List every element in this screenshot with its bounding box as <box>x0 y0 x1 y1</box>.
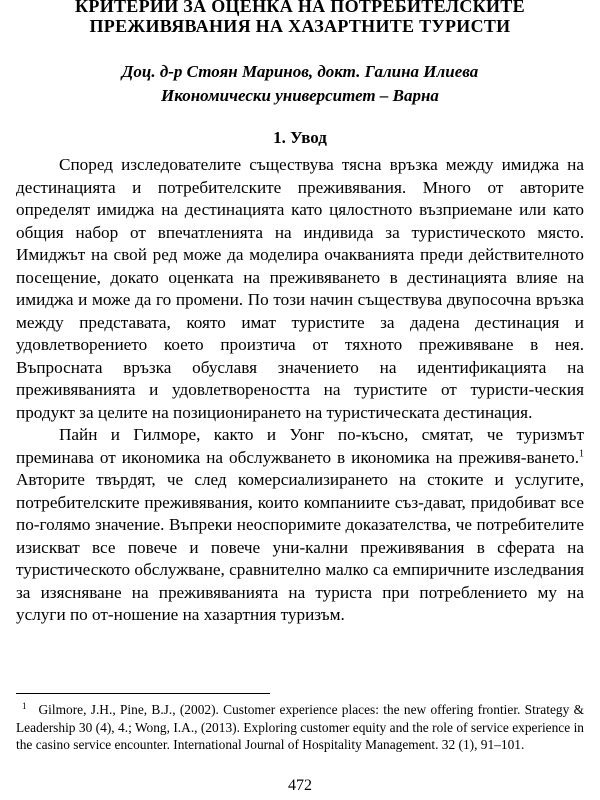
page-number: 472 <box>288 777 312 794</box>
footnote-divider <box>16 693 270 694</box>
paragraph-2 <box>16 424 584 627</box>
footnote-text: Gilmore, J.H., Pine, B.J., (2002). Customer experience places: the new offering frontier. Strategy & Leadership 30 (4), 4.; Wong, I.A., (2013). Exploring customer equity and the role of service experience in the casino service encounter. International Journal of Hospitality Management. 32 (1), 91–101. <box>16 702 584 752</box>
section-heading: 1. Увод <box>273 128 327 147</box>
authors-line: Доц. д-р Стоян Маринов, докт. Галина Илиева <box>121 62 479 81</box>
footnote-mark: 1 <box>22 700 27 711</box>
paragraph-2-part-1: Пайн и Гилморе, както и Уонг по-късно, смятат, че туризмът преминава от икономика на обслужването в икономика на преживя-ването. <box>16 425 584 467</box>
paper-title-line-2: ПРЕЖИВЯВАНИЯ НА ХАЗАРТНИТЕ ТУРИСТИ <box>89 16 511 36</box>
body-text <box>16 154 584 627</box>
paragraph-2-part-2: Авторите твърдят, че след комерсиализирането на стоките и услугите, потребителските преживявания, които компаниите съз-дават, придобиват все по-голямо значение. Въпреки неоспоримите доказателства, че потребителите изискват все повече и повече уни-кални преживявания в сферата на туристическото обслужване, сравнително малко са емпиричните изследвания за изясняване на преживяванията на туриста при потреблението му на услуги по от-ношение на хазартния туризъм. <box>16 470 584 624</box>
footnote-reference[interactable]: 1 <box>579 447 584 459</box>
paper-title-line-1: КРИТЕРИИ ЗА ОЦЕНКА НА ПОТРЕБИТЕЛСКИТЕ <box>75 0 525 16</box>
affiliation-line: Икономически университет – Варна <box>161 86 439 105</box>
paragraph-1: Според изследователите съществува тясна връзка между имиджа на дестинацията и потребителските преживявания. Много от авторите определят имиджа на дестинацията като цялостното възприемане или като общия набор от впечатленията на индивида за туристическото място. Имиджът на свой ред може да моделира очакванията преди действителното посещение, докато оценката на преживяването в дестинацията влияе на имиджа и може да го промени. По този начин съществува двупосочна връзка между представата, която имат туристите за дадена дестинация и удовлетворението което произтича от тяхното преживяване в нея. Въпросната връзка обуславя значението на идентификацията на преживяванията и удовлетвореността на туристите от туристи-ческия продукт за целите на позиционирането на туристическата дестинация. <box>16 155 584 422</box>
footnote <box>16 701 584 754</box>
